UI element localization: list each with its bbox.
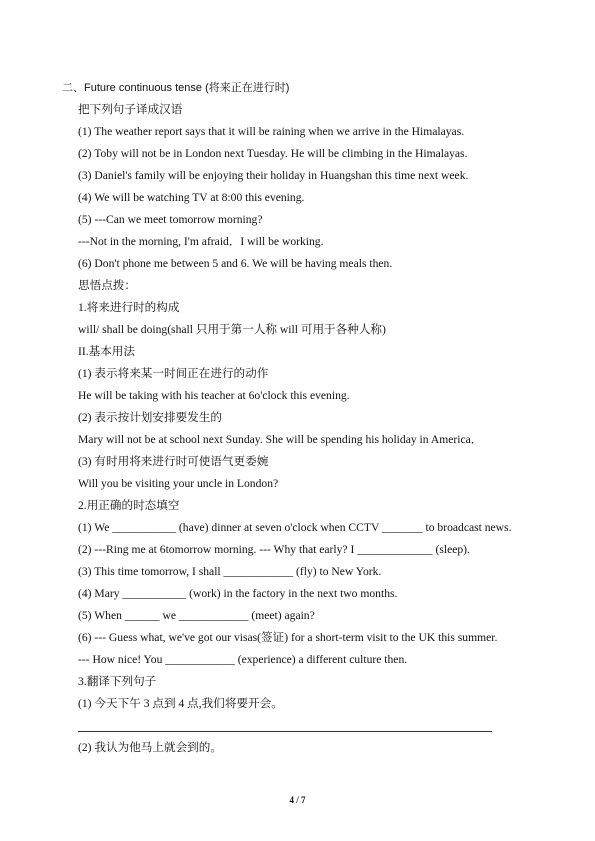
fill-item-1: (1) We ___________ (have) dinner at seven o'clock when CCTV _______ to broadcast news. — [78, 521, 512, 534]
section-heading: 二、Future continuous tense (将来正在进行时) — [62, 82, 290, 94]
fill-item-6-reply: --- How nice! You ____________ (experience) a different culture then. — [78, 653, 408, 666]
translate-item-2: (2) 我认为他马上就会到的。 — [78, 741, 222, 754]
sentence-5: (5) ---Can we meet tomorrow morning? — [78, 213, 263, 226]
fill-item-4: (4) Mary ___________ (work) in the factory in the next two months. — [78, 587, 398, 600]
answer-line — [78, 731, 492, 732]
part1-form: will/ shall be doing(shall 只用于第一人称 will 可用于各种人称) — [78, 323, 386, 336]
part3-title: 2.用正确的时态填空 — [78, 499, 180, 512]
tips-heading: 思悟点拨： — [78, 279, 136, 292]
usage-1: (1) 表示将来某一时间正在进行的动作 — [78, 367, 269, 380]
sentence-6: (6) Don't phone me between 5 and 6. We will be having meals then. — [78, 257, 393, 270]
page-number: 4 / 7 — [289, 795, 306, 805]
fill-item-3: (3) This time tomorrow, I shall ____________ (fly) to New York. — [78, 565, 382, 578]
usage-1-example: He will be taking with his teacher at 6o'clock this evening. — [78, 389, 350, 402]
fill-item-2: (2) ---Ring me at 6tomorrow morning. --- Why that early? I _____________ (sleep). — [78, 543, 470, 556]
usage-2-example: Mary will not be at school next Sunday. She will be spending his holiday in America． — [78, 433, 483, 446]
part1-title: 1.将来进行时的构成 — [78, 301, 180, 314]
part4-title: 3.翻译下列句子 — [78, 675, 157, 688]
translate-item-1: (1) 今天下午 3 点到 4 点,我们将要开会。 — [78, 697, 283, 710]
fill-item-5: (5) When ______ we ____________ (meet) again? — [78, 609, 315, 622]
usage-3: (3) 有时用将来进行时可使语气更委婉 — [78, 455, 269, 468]
usage-3-example: Will you be visiting your uncle in London? — [78, 477, 279, 490]
part2-title: II.基本用法 — [78, 345, 135, 358]
sentence-2: (2) Toby will not be in London next Tuesday. He will be climbing in the Himalayas. — [78, 147, 468, 160]
sentence-5-reply: ---Not in the morning, I'm afraid．I will be working. — [78, 235, 324, 248]
instruction: 把下列句子译成汉语 — [78, 103, 183, 116]
sentence-4: (4) We will be watching TV at 8:00 this evening. — [78, 191, 305, 204]
usage-2: (2) 表示按计划安排要发生的 — [78, 411, 222, 424]
sentence-1: (1) The weather report says that it will be raining when we arrive in the Himalayas. — [78, 125, 465, 138]
sentence-3: (3) Daniel's family will be enjoying their holiday in Huangshan this time next week. — [78, 169, 469, 182]
fill-item-6: (6) --- Guess what, we've got our visas(签证) for a short-term visit to the UK this summer. — [78, 631, 498, 644]
